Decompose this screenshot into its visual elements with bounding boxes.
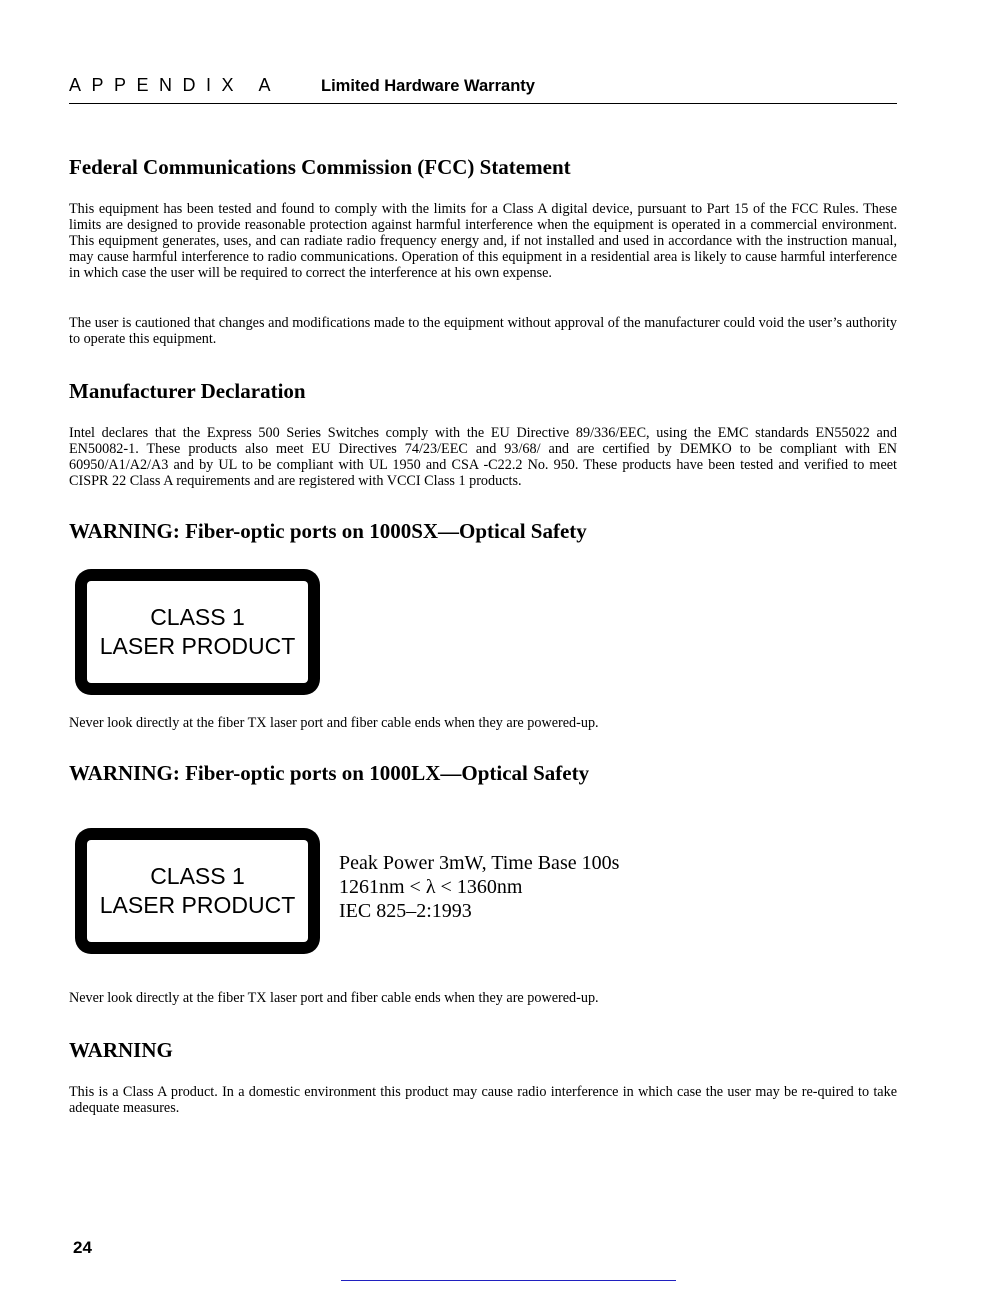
lx-warning-heading: WARNING: Fiber-optic ports on 1000LX—Optical Safety [69,761,590,785]
class-a-warning-heading: WARNING [69,1038,173,1062]
lx-safety-note: Never look directly at the fiber TX laser port and fiber cable ends when they are powered-up. [69,990,599,1006]
footer-divider [341,1280,676,1281]
fcc-paragraph-2: The user is cautioned that changes and modifications made to the equipment without approval of the manufacturer could void the user’s authority to operate this equipment. [69,315,897,347]
appendix-label: APPENDIX A [69,75,282,95]
label-line-1: CLASS 1 [150,604,245,630]
page-number: 24 [73,1238,92,1257]
spec-iec-standard: IEC 825–2:1993 [339,900,472,922]
fcc-heading: Federal Communications Commission (FCC) Statement [69,155,571,179]
laser-specifications [339,851,619,923]
label-line-2: LASER PRODUCT [99,633,296,659]
class1-laser-label-lx [75,828,320,954]
spec-peak-power: Peak Power 3mW, Time Base 100s [339,852,620,874]
class-a-warning-paragraph: This is a Class A product. In a domestic environment this product may cause radio interference in which case the user may be re-quired to take adequate measures. [69,1084,897,1116]
manufacturer-paragraph: Intel declares that the Express 500 Series Switches comply with the EU Directive 89/336/EEC, using the EMC standards EN55022 and EN50082-1. These products also meet EU Directives 74/23/EEC and 93/68/ and are certified by DEMKO to be compliant with EN 60950/A1/A2/A3 and by UL to be compliant with UL 1950 and CSA -C22.2 No. 950. These products have been tested and verified to meet CISPR 22 Class A requirements and are registered with VCCI Class 1 products. [69,425,897,489]
manufacturer-heading: Manufacturer Declaration [69,379,306,403]
label-line-2: LASER PRODUCT [99,892,296,918]
sx-warning-heading: WARNING: Fiber-optic ports on 1000SX—Optical Safety [69,519,587,543]
class1-laser-label-sx [75,569,320,695]
header-title: Limited Hardware Warranty [321,77,535,95]
fcc-paragraph-1: This equipment has been tested and found to comply with the limits for a Class A digital device, pursuant to Part 15 of the FCC Rules. These limits are designed to provide reasonable protection against harmful interference when the equipment is operated in a commercial environment. This equipment generates, uses, and can radiate radio frequency energy and, if not installed and used in accordance with the instruction manual, may cause harmful interference to radio communications. Operation of this equipment in a residential area is likely to cause harmful interference in which case the user will be required to correct the interference at his own expense. [69,201,897,281]
page-header [69,74,897,104]
label-line-1: CLASS 1 [150,863,245,889]
sx-safety-note: Never look directly at the fiber TX laser port and fiber cable ends when they are powered-up. [69,715,599,731]
spec-wavelength: 1261nm < λ < 1360nm [339,876,523,898]
